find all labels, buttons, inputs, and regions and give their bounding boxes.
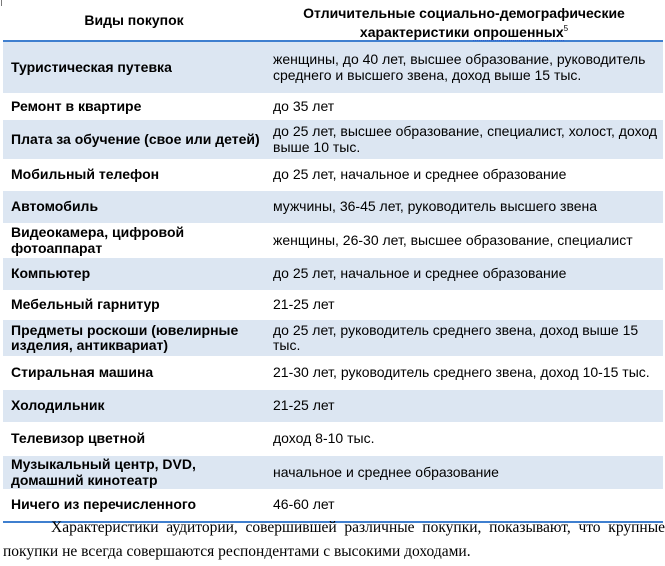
purchase-name: Предметы роскоши (ювелирные изделия, антиквариат) bbox=[3, 320, 265, 356]
table-row bbox=[3, 223, 663, 258]
header-purchase-type: Виды покупок bbox=[3, 5, 265, 41]
purchase-characteristics: мужчины, 36-45 лет, руководитель высшего звена bbox=[265, 191, 663, 223]
purchase-name: Плата за обучение (свое или детей) bbox=[3, 120, 265, 159]
purchase-name: Ремонт в квартире bbox=[3, 93, 265, 120]
footnote-ref: 5 bbox=[563, 24, 569, 33]
purchase-name: Автомобиль bbox=[3, 191, 265, 223]
table-row bbox=[3, 191, 663, 223]
purchase-characteristics: 21-30 лет, руководитель среднего звена, доход 10-15 тыс. bbox=[265, 356, 663, 390]
purchase-characteristics: 46-60 лет bbox=[265, 489, 663, 522]
purchase-name: Телевизор цветной bbox=[3, 422, 265, 456]
header-characteristics bbox=[265, 5, 663, 41]
table-row bbox=[3, 41, 663, 93]
table-row bbox=[3, 320, 663, 356]
table-row bbox=[3, 456, 663, 489]
purchase-name: Музыкальный центр, DVD, домашний кинотеатр bbox=[3, 456, 265, 489]
purchase-name: Туристическая путевка bbox=[3, 41, 265, 93]
purchase-name: Стиральная машина bbox=[3, 356, 265, 390]
table-header-row bbox=[3, 5, 663, 41]
purchase-characteristics: до 25 лет, начальное и среднее образование bbox=[265, 258, 663, 290]
purchase-characteristics: женщины, до 40 лет, высшее образование, руководитель среднего и высшего звена, доход выше 15 тыс. bbox=[265, 41, 663, 93]
purchase-characteristics: женщины, 26-30 лет, высшее образование, специалист bbox=[265, 223, 663, 258]
table-row bbox=[3, 258, 663, 290]
purchase-characteristics: 21-25 лет bbox=[265, 390, 663, 422]
table-row bbox=[3, 120, 663, 159]
purchase-characteristics: до 35 лет bbox=[265, 93, 663, 120]
purchase-name: Ничего из перечисленного bbox=[3, 489, 265, 522]
summary-paragraph: Характеристики аудитории, совершившей различные покупки, показывают, что крупные покупки не всегда совершаются респондентами с высокими доходами. bbox=[3, 519, 665, 560]
corner-mark bbox=[1, 0, 2, 6]
table-row bbox=[3, 390, 663, 422]
purchases-table bbox=[3, 5, 663, 523]
purchase-name: Мобильный телефон bbox=[3, 159, 265, 191]
table-row bbox=[3, 422, 663, 456]
purchase-characteristics: до 25 лет, высшее образование, специалист, холост, доход выше 10 тыс. bbox=[265, 120, 663, 159]
purchase-name: Холодильник bbox=[3, 390, 265, 422]
purchase-characteristics: 21-25 лет bbox=[265, 290, 663, 320]
table-row bbox=[3, 356, 663, 390]
header-respondents-text: опрошенных bbox=[473, 24, 564, 40]
purchase-name: Мебельный гарнитур bbox=[3, 290, 265, 320]
purchase-characteristics: доход 8-10 тыс. bbox=[265, 422, 663, 456]
table-row bbox=[3, 93, 663, 120]
purchase-characteristics: до 25 лет, начальное и среднее образование bbox=[265, 159, 663, 191]
table-row bbox=[3, 290, 663, 320]
purchase-name: Компьютер bbox=[3, 258, 265, 290]
purchase-name: Видеокамера, цифровой фотоаппарат bbox=[3, 223, 265, 258]
table-row bbox=[3, 159, 663, 191]
header-characteristics-text: Отличительные социально-демографические характеристики bbox=[303, 5, 625, 40]
purchase-characteristics: до 25 лет, руководитель среднего звена, доход выше 15 тыс. bbox=[265, 320, 663, 356]
purchase-characteristics: начальное и среднее образование bbox=[265, 456, 663, 489]
